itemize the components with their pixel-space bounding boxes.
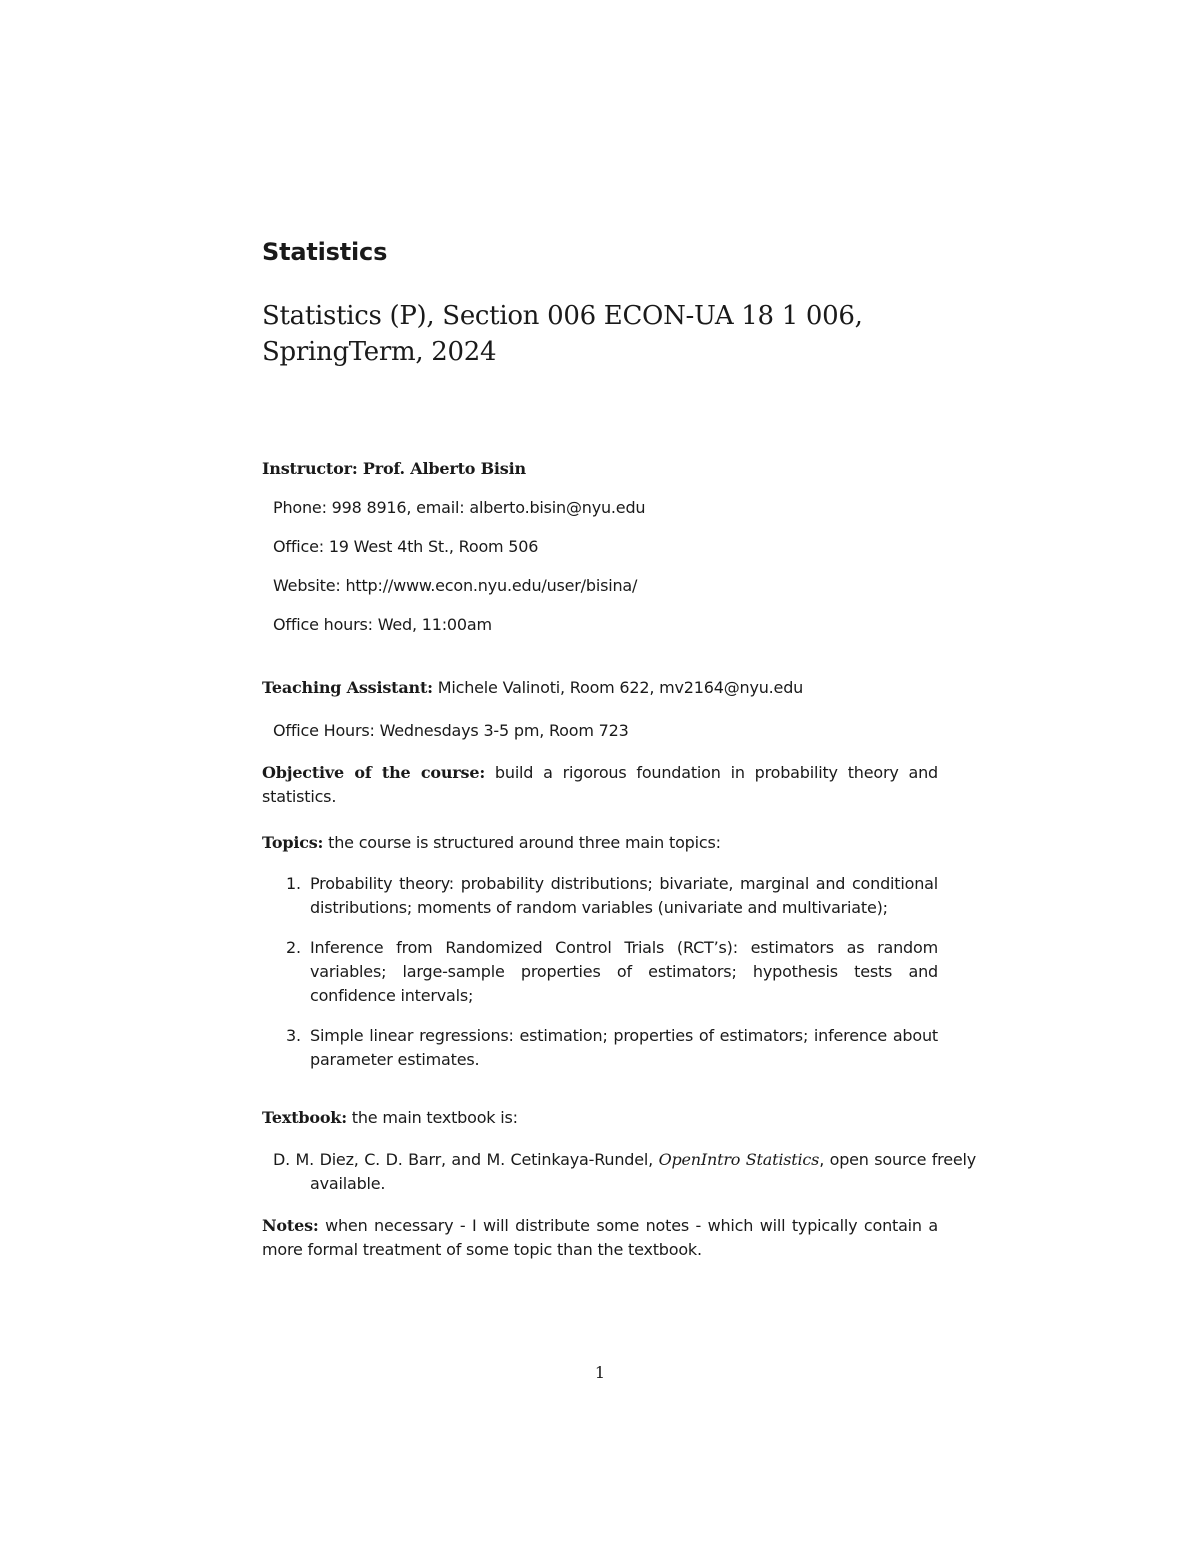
notes-paragraph	[262, 1214, 938, 1262]
notes-label: Notes:	[262, 1216, 319, 1235]
list-item	[262, 872, 938, 920]
list-item	[262, 936, 938, 1008]
instructor-office: Office: 19 West 4th St., Room 506	[273, 537, 539, 556]
ta-label: Teaching Assistant:	[262, 678, 433, 697]
list-item	[262, 1024, 938, 1072]
topics-list	[262, 872, 938, 1088]
list-item-number: 1.	[286, 874, 301, 893]
list-item-text: Probability theory: probability distributions; bivariate, marginal and conditional distributions; moments of random variables (univariate and multivariate);	[310, 874, 938, 917]
ta-details: Michele Valinoti, Room 622, mv2164@nyu.edu	[432, 678, 804, 697]
document-title: Statistics	[262, 238, 388, 266]
list-item-number: 2.	[286, 938, 301, 957]
instructor-label: Instructor: Prof. Alberto Bisin	[262, 459, 526, 478]
textbook-text: the main textbook is:	[346, 1108, 518, 1127]
objective-paragraph	[262, 761, 938, 809]
list-item-number: 3.	[286, 1026, 301, 1045]
course-subtitle: Statistics (P), Section 006 ECON-UA 18 1 006, SpringTerm, 2024	[262, 301, 863, 367]
instructor-website: Website: http://www.econ.nyu.edu/user/bisina/	[273, 576, 638, 595]
textbook-label: Textbook:	[262, 1108, 347, 1127]
list-item-text: Simple linear regressions: estimation; properties of estimators; inference about parameter estimates.	[310, 1026, 938, 1069]
ta-line	[262, 676, 942, 700]
reference-rest: , open source freely available.	[310, 1150, 977, 1193]
reference-authors: D. M. Diez, C. D. Barr, and M. Cetinkaya-Rundel,	[273, 1150, 659, 1169]
notes-text: when necessary - I will distribute some notes - which will typically contain a more formal treatment of some topic than the textbook.	[262, 1216, 938, 1259]
objective-text: build a rigorous foundation in probability theory and statistics.	[262, 763, 938, 806]
topics-text: the course is structured around three main topics:	[323, 833, 721, 852]
textbook-intro	[262, 1106, 942, 1130]
textbook-reference	[273, 1148, 976, 1196]
ta-office-hours: Office Hours: Wednesdays 3-5 pm, Room 723	[273, 721, 629, 740]
instructor-office-hours: Office hours: Wed, 11:00am	[273, 615, 492, 634]
objective-label: Objective of the course:	[262, 763, 486, 782]
list-item-text: Inference from Randomized Control Trials (RCT’s): estimators as random variables; large-sample properties of estimators; hypothesis tests and confidence intervals;	[310, 938, 938, 1005]
topics-intro	[262, 831, 942, 855]
instructor-heading	[262, 457, 942, 481]
reference-title: OpenIntro Statistics	[658, 1150, 820, 1169]
instructor-phone-email: Phone: 998 8916, email: alberto.bisin@nyu.edu	[273, 498, 646, 517]
page-number: 1	[594, 1363, 606, 1382]
topics-label: Topics:	[262, 833, 324, 852]
